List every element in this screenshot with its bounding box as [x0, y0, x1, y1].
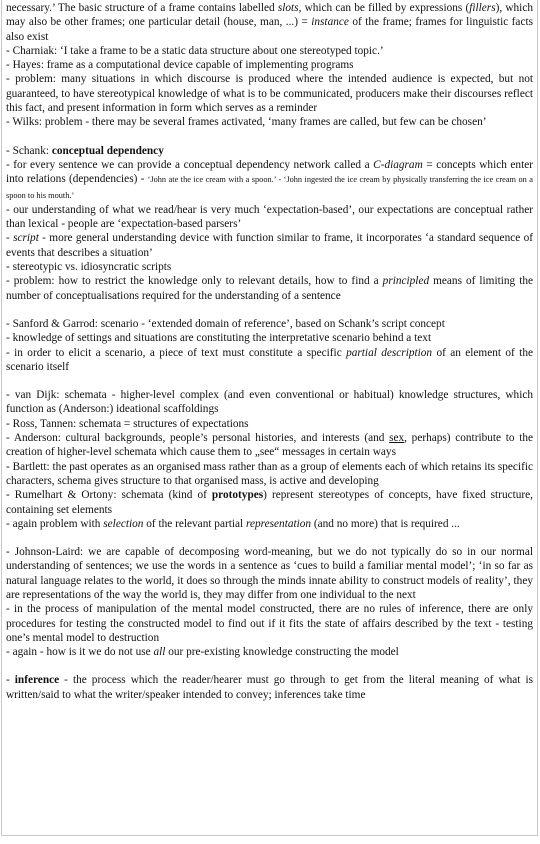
paragraph-c-diagram	[6, 158, 533, 203]
bold-text: conceptual dependency	[51, 144, 164, 157]
bold-text: inference	[14, 674, 60, 687]
paragraph-wilks: - Wilks: problem - there may be several frames activated, ‘many frames are called, but few can be chosen’	[6, 116, 487, 129]
underlined-text: sex	[389, 432, 405, 445]
paragraph-hayes: - Hayes: frame as a computational device capable of implementing programs	[6, 59, 354, 72]
paragraph-problem: - problem: many situations in which discourse is produced where the intended audience is expected, but not guaranteed, to have stereotypical knowledge of what is to be communicated, producers make their discourses reflect this fact, and present information in form which serves as a reminder	[6, 73, 533, 115]
spacer	[6, 374, 533, 388]
paragraph-ross-tannen: - Ross, Tannen: schemata = structures of expectations	[6, 417, 249, 430]
spacer	[6, 531, 533, 545]
italic-text: partial description	[346, 346, 433, 359]
italic-text: representation	[246, 517, 312, 530]
bold-text: prototypes	[211, 489, 264, 502]
italic-text: slots	[277, 2, 299, 14]
text: -	[6, 674, 15, 687]
italic-text: selection	[103, 517, 144, 530]
paragraph-manipulation: - in the process of manipulation of the mental model constructed, there are no rules of inference, there are only procedures for testing the constructed model to find out if it fits the state of affairs described by the text - testing one’s mental model to destruction	[6, 603, 533, 644]
text: our pre-existing knowledge constructing the model	[165, 646, 399, 659]
paragraph-stereotypic: - stereotypic vs. idiosyncratic scripts	[6, 261, 172, 274]
document-page	[1, 0, 538, 836]
paragraph-problem-restrict	[6, 274, 533, 303]
text: of the frame; frames for linguistic facts also exist	[6, 16, 533, 43]
paragraph-anderson	[6, 431, 533, 460]
text: ) represent stereotypes of concepts, have fixed structure, containing set elements	[6, 489, 533, 516]
text: - Schank:	[6, 144, 52, 157]
text: , which can be filled by expressions (	[298, 2, 470, 14]
text: - again - how is it we do not use	[6, 646, 154, 659]
paragraph-charniak: - Charniak: ‘I take a frame to be a static data structure about one stereotyped topic.’	[6, 44, 384, 57]
paragraph-bartlett: - Bartlett: the past operates as an organised mass rather than as a group of elements each of which retains its specific characters, schema gives structure to that organised mass, is active and developing	[6, 460, 533, 487]
text: = concepts which enter into relations (dependencies) -	[6, 158, 533, 186]
italic-text: principled	[382, 275, 430, 288]
paragraph-elicit	[6, 346, 533, 375]
italic-text: C-diagram	[373, 158, 423, 171]
paragraph-selection	[6, 517, 533, 531]
paragraph-script	[6, 231, 533, 260]
paragraph-schank-heading	[6, 144, 533, 158]
text: - the process which the reader/hearer must go through to get from the literal meaning of what is written/said to what the writer/speaker intended to convey; inferences take time	[6, 674, 533, 701]
text: - Anderson: cultural backgrounds, people’s personal histories, and interests (and	[6, 432, 390, 445]
italic-text: script	[13, 232, 39, 245]
text: - for every sentence we can provide a conceptual dependency network called a	[6, 158, 374, 171]
paragraph-rumelhart	[6, 488, 533, 517]
paragraph-expectation: - our understanding of what we read/hear is very much ‘expectation-based’, our expectations are conceptual rather than lexical - people are ‘expectation-based parsers’	[6, 203, 533, 231]
text: ), which may also be other frames; one particular detail (house, man, ...) =	[6, 2, 533, 29]
paragraph-johnson-laird: - Johnson-Laird: we are capable of decomposing word-meaning, but we do not typically do so in our normal understanding of sentences; we use the words in a sentence as ‘cues to build a familiar mental model’; ‘in so far as natural language relates to the world, it does so through the minds innate ability to construct models of reality’, they are representations of the way the world is, they may differ from one individual to the next	[6, 546, 533, 601]
example-text: ‘John ate the ice cream with a spoon.’ - ‘John ingested the ice cream by physically transferring the ice cream on a spoon to his mouth.’	[6, 175, 533, 200]
text: -	[6, 232, 14, 245]
paragraph-inference	[6, 673, 533, 702]
spacer	[6, 659, 533, 673]
italic-text: fillers	[469, 2, 496, 14]
text: (and no more) that is required ...	[311, 517, 460, 530]
text: - problem: how to restrict the knowledge only to relevant details, how to find a	[6, 275, 383, 288]
paragraph-van-dijk: - van Dijk: schemata - higher-level complex (and even conventional or habitual) knowledge structures, which function as (Anderson:) ideational scaffoldings	[6, 389, 533, 416]
text: , perhaps) contribute to the creation of higher-level schemata which cause them to „see“ messages in certain ways	[6, 432, 533, 459]
text: - more general understanding device with function similar to frame, it incorporates ‘a standard sequence of events that describes a situation’	[6, 232, 533, 259]
italic-text: all	[153, 646, 166, 659]
paragraph-sanford: - Sanford & Garrod: scenario - ‘extended domain of reference’, based on Schank’s script concept	[6, 317, 445, 330]
text: means of limiting the number of conceptualisations required for the understanding of a sentence	[6, 275, 533, 302]
paragraph-knowledge-settings: - knowledge of settings and situations are constituting the interpretative scenario behind a text	[6, 332, 432, 345]
text: necessary.’ The basic structure of a frame contains labelled	[6, 2, 278, 14]
text: - in order to elicit a scenario, a piece of text must constitute a specific	[6, 346, 347, 359]
italic-text: instance	[311, 16, 349, 29]
text: of the relevant partial	[143, 517, 246, 530]
paragraph-frames	[6, 1, 533, 44]
spacer	[6, 130, 533, 144]
spacer	[6, 303, 533, 317]
paragraph-again	[6, 645, 533, 659]
text: - again problem with	[6, 517, 104, 530]
text: of an element of the scenario itself	[6, 346, 533, 373]
text: - Rumelhart & Ortony: schemata (kind of	[6, 489, 212, 502]
